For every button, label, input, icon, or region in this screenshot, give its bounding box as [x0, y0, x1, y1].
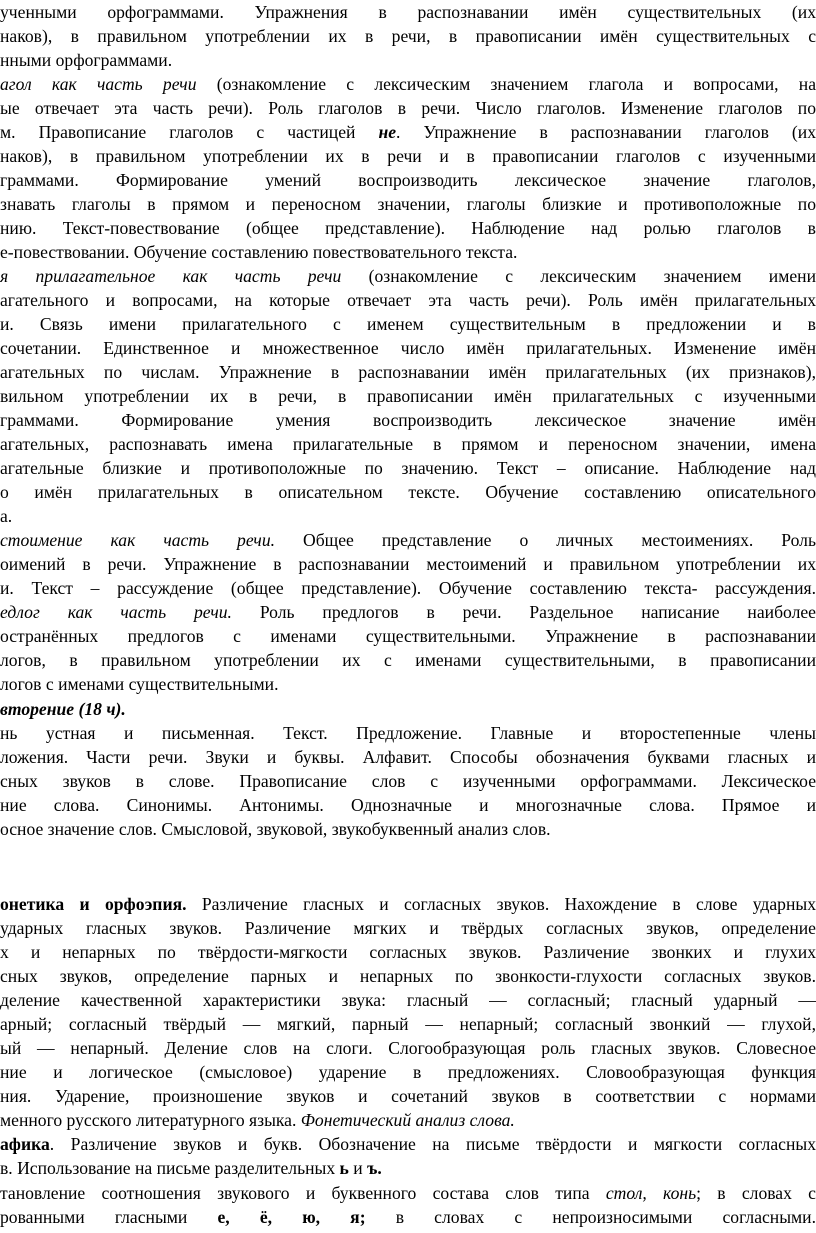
- text-line: [0, 1085, 816, 1107]
- text-segment: остранённых предлогов с именами существительными. Упражнение в распознавании: [0, 626, 816, 646]
- text-segment: арный; согласный твёрдый — мягкий, парный — непарный; согласный звонкий — глухой,: [0, 1014, 816, 1034]
- text-segment: ния. Ударение, произношение звуков и сочетаний звуков в соответствии с нормами: [0, 1086, 816, 1106]
- text-segment: вторение (18 ч).: [0, 699, 126, 719]
- text-line: [0, 722, 816, 744]
- text-segment: а.: [0, 506, 13, 526]
- text-line: [0, 625, 816, 647]
- text-segment: и. Текст – рассуждение (общее представление). Обучение составлению текста- рассуждения.: [0, 578, 816, 598]
- text-segment: сных звуков в слове. Правописание слов с изученными орфограммами. Лексическое: [0, 771, 816, 791]
- text-segment: стол, конь: [605, 1183, 697, 1203]
- text-line: [0, 97, 816, 119]
- text-line: [0, 169, 816, 191]
- text-segment: агательного и вопросами, на которые отвечает эта часть речи). Роль имён прилагательных: [0, 290, 816, 310]
- text-segment: сных звуков, определение парных и непарных по звонкости-глухости согласных звуков.: [0, 966, 816, 986]
- text-segment: агол как часть речи: [0, 74, 197, 94]
- text-segment: в словах с непроизносимыми согласными.: [365, 1207, 816, 1227]
- text-line: [0, 337, 816, 359]
- text-segment: осное значение слов. Смысловой, звуковой, звукобуквенный анализ слов.: [0, 819, 551, 839]
- text-line: [0, 457, 816, 479]
- text-segment: граммами. Формирование умения воспроизводить лексическое значение имён: [0, 410, 816, 430]
- text-line: [0, 746, 816, 768]
- text-line: [0, 698, 816, 720]
- text-segment: нными орфограммами.: [0, 50, 173, 70]
- text-line: [0, 965, 816, 987]
- text-line: [0, 1, 816, 23]
- text-line: [0, 1061, 816, 1083]
- text-segment: е-повествовании. Обучение составлению повествовательного текста.: [0, 242, 518, 262]
- text-line: [0, 265, 816, 287]
- text-segment: ударных гласных звуков. Различение мягких и твёрдых согласных звуков, определение: [0, 918, 816, 938]
- text-line: [0, 217, 816, 239]
- text-segment: (ознакомление с лексическим значением глагола и вопросами, на: [196, 74, 816, 94]
- text-segment: едлог как часть речи.: [0, 602, 232, 622]
- text-line: [0, 577, 816, 599]
- text-line: [0, 241, 816, 263]
- text-segment: логов, в правильном употреблении их с именами существительными, в правописании: [0, 650, 816, 670]
- text-segment: (ознакомление с лексическим значением имени: [341, 266, 816, 286]
- text-segment: наков), в правильном употреблении их в речи, в правописании имён существительных с: [0, 26, 816, 46]
- text-segment: . Упражнение в распознавании глаголов (их: [396, 122, 816, 142]
- text-line: [0, 941, 816, 963]
- text-line: [0, 649, 816, 671]
- text-segment: менного русского литературного языка.: [0, 1110, 301, 1130]
- text-segment: ъ.: [367, 1158, 382, 1178]
- text-line: [0, 409, 816, 431]
- text-segment: ые отвечает эта часть речи). Роль глаголов в речи. Число глаголов. Изменение глаголов по: [0, 98, 816, 118]
- text-segment: ние слова. Синонимы. Антонимы. Однозначные и многозначные слова. Прямое и: [0, 795, 816, 815]
- text-segment: тановление соотношения звукового и буквенного состава слов типа: [0, 1183, 606, 1203]
- text-segment: Фонетический анализ слова.: [300, 1110, 515, 1130]
- text-line: [0, 505, 816, 527]
- text-line: [0, 433, 816, 455]
- text-segment: о имён прилагательных в описательном тексте. Обучение составлению описательного: [0, 482, 816, 502]
- text-segment: рованными гласными: [0, 1207, 218, 1227]
- text-line: [0, 1206, 816, 1228]
- text-segment: и: [348, 1158, 368, 1178]
- text-segment: и. Связь имени прилагательного с именем существительным в предложении и в: [0, 314, 816, 334]
- text-segment: ние и логическое (смысловое) ударение в предложениях. Словообразующая функция: [0, 1062, 816, 1082]
- text-line: [0, 893, 816, 915]
- text-segment: граммами. Формирование умений воспроизводить лексическое значение глаголов,: [0, 170, 816, 190]
- text-line: [0, 361, 816, 383]
- text-line: [0, 794, 816, 816]
- text-line: [0, 49, 816, 71]
- text-line: [0, 481, 816, 503]
- text-segment: ый — непарный. Деление слов на слоги. Слогообразующая роль гласных звуков. Словесное: [0, 1038, 816, 1058]
- text-segment: не: [378, 122, 397, 142]
- text-line: [0, 313, 816, 335]
- text-segment: Различение гласных и согласных звуков. Нахождение в слове ударных: [186, 894, 816, 914]
- text-segment: Роль предлогов в речи. Раздельное написание наиболее: [231, 602, 816, 622]
- text-line: [0, 601, 816, 623]
- text-segment: вильном употреблении их в речи, в правописании имён прилагательных с изученными: [0, 386, 816, 406]
- text-segment: м. Правописание глаголов с частицей: [0, 122, 379, 142]
- text-line: [0, 818, 816, 840]
- text-line: [0, 529, 816, 551]
- text-segment: ; в словах с: [696, 1183, 816, 1203]
- text-segment: х и непарных по твёрдости-мягкости согласных звуков. Различение звонких и глухих: [0, 942, 816, 962]
- text-line: [0, 145, 816, 167]
- text-line: [0, 770, 816, 792]
- text-segment: ученными орфограммами. Упражнения в распознавании имён существительных (их: [0, 2, 816, 22]
- text-line: [0, 193, 816, 215]
- text-segment: стоимение как часть речи.: [0, 530, 276, 550]
- text-segment: деление качественной характеристики звука: гласный — согласный; гласный ударный —: [0, 990, 816, 1010]
- text-line: [0, 1109, 816, 1131]
- text-segment: агательные близкие и противоположные по значению. Текст – описание. Наблюдение над: [0, 458, 816, 478]
- text-line: [0, 121, 816, 143]
- text-segment: агательных, распознавать имена прилагательные в прямом и переносном значении, имена: [0, 434, 816, 454]
- text-segment: нь устная и письменная. Текст. Предложение. Главные и второстепенные члены: [0, 723, 816, 743]
- text-line: [0, 989, 816, 1011]
- text-segment: . Различение звуков и букв. Обозначение на письме твёрдости и мягкости согласных: [49, 1134, 816, 1154]
- text-segment: логов с именами существительными.: [0, 674, 279, 694]
- text-segment: Общее представление о личных местоимениях. Роль: [275, 530, 816, 550]
- text-segment: е, ё, ю, я;: [217, 1207, 366, 1227]
- text-segment: ь: [339, 1158, 349, 1178]
- text-line: [0, 289, 816, 311]
- text-segment: я прилагательное как часть речи: [0, 266, 342, 286]
- text-line: [0, 1013, 816, 1035]
- text-line: [0, 917, 816, 939]
- text-line: [0, 73, 816, 95]
- text-line: [0, 1182, 816, 1204]
- text-segment: наков), в правильном употреблении их в речи и в правописании глаголов с изученными: [0, 146, 816, 166]
- text-line: [0, 553, 816, 575]
- text-segment: ложения. Части речи. Звуки и буквы. Алфавит. Способы обозначения буквами гласных и: [0, 747, 816, 767]
- text-segment: оимений в речи. Упражнение в распознавании местоимений и правильном употреблении их: [0, 554, 816, 574]
- text-segment: онетика и орфоэпия.: [0, 894, 187, 914]
- text-line: [0, 25, 816, 47]
- text-line: [0, 1157, 816, 1179]
- text-segment: афика: [0, 1134, 50, 1154]
- text-line: [0, 673, 816, 695]
- text-segment: сочетании. Единственное и множественное число имён прилагательных. Изменение имён: [0, 338, 816, 358]
- text-line: [0, 1133, 816, 1155]
- text-line: [0, 385, 816, 407]
- text-segment: знавать глаголы в прямом и переносном значении, глаголы близкие и противоположные по: [0, 194, 816, 214]
- text-segment: нию. Текст-повествование (общее представление). Наблюдение над ролью глаголов в: [0, 218, 816, 238]
- text-segment: в. Использование на письме разделительных: [0, 1158, 340, 1178]
- text-line: [0, 1037, 816, 1059]
- text-segment: агательных по числам. Упражнение в распознавании имён прилагательных (их признаков),: [0, 362, 816, 382]
